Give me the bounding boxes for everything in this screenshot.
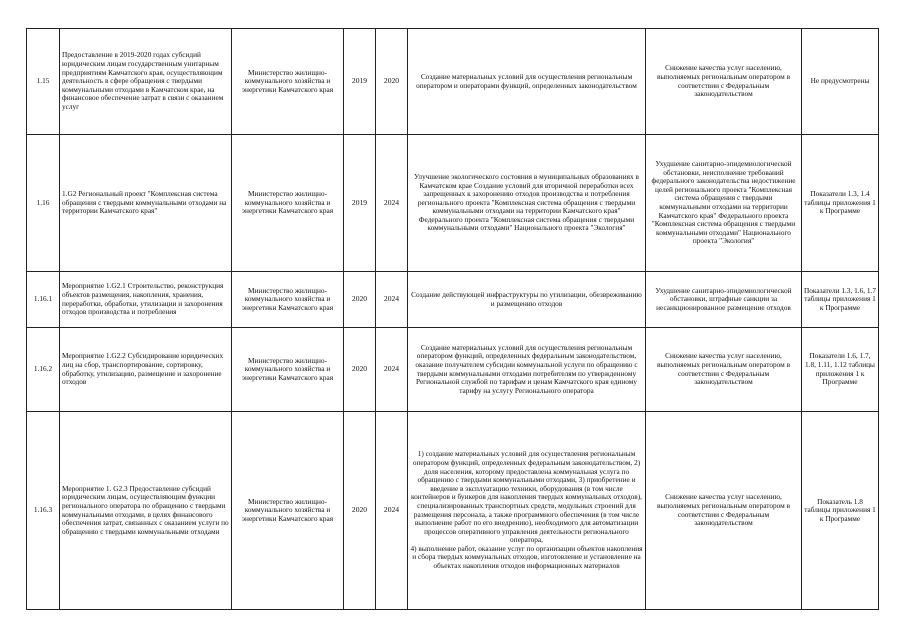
expected-result: Создание материальных условий для осуществления региональным оператором и операторами функций, определенных законодательством (408, 29, 646, 135)
table-row (27, 135, 879, 272)
measure-name: Мероприятие 1. G2.3 Предоставление субсидий юридическим лицам, осуществляющим функции регионального оператора по обращению с твердыми коммунальными отходами, в целях финансового обеспечения затрат, связанных с оказанием услуги по обращению с твердыми коммунальными отходами (60, 412, 232, 610)
row-number: 1.16 (27, 135, 60, 272)
start-year: 2020 (344, 328, 376, 412)
row-number: 1.16.3 (27, 412, 60, 610)
indicator-link: Не предусмотрены (802, 29, 879, 135)
measure-name: Мероприятие 1.G2.2 Субсидирование юридических лиц на сбор, транспортирование, сортировку, обработку, утилизацию, размещение и захоронение отходов (60, 328, 232, 412)
end-year: 2024 (376, 328, 408, 412)
responsible-executor: Министерство жилищно-коммунального хозяйства и энергетики Камчатского края (232, 29, 344, 135)
program-measures-table-sheet (26, 28, 879, 610)
row-number: 1.16.2 (27, 328, 60, 412)
start-year: 2019 (344, 29, 376, 135)
end-year: 2020 (376, 29, 408, 135)
measure-name: Предоставление в 2019-2020 годах субсидий юридическим лицам государственным унитарным предприятиям Камчатского края, осуществляющим деятельность в сфере обращения с твердыми коммунальными отходами в Камчатском крае, на финансовое обеспечение затрат в связи с оказанием услуг (60, 29, 232, 135)
indicator-link: Показатели 1.3, 1.6, 1.7 таблицы приложения 1 к Программе (802, 272, 879, 328)
start-year: 2020 (344, 272, 376, 328)
responsible-executor: Министерство жилищно-коммунального хозяйства и энергетики Камчатского края (232, 328, 344, 412)
indicator-link: Показатели 1.6, 1.7, 1.8, 1.11, 1.12 таблицы приложения 1 к Программе (802, 328, 879, 412)
table-row (27, 272, 879, 328)
indicator-link: Показатель 1.8 таблицы приложения 1 к Программе (802, 412, 879, 610)
row-number: 1.15 (27, 29, 60, 135)
responsible-executor: Министерство жилищно-коммунального хозяйства и энергетики Камчатского края (232, 135, 344, 272)
table-row (27, 412, 879, 610)
expected-result: Создание действующей инфраструктуры по утилизации, обезвреживанию и размещению отходов (408, 272, 646, 328)
end-year: 2024 (376, 135, 408, 272)
indicator-link: Показатели 1.3, 1.4 таблицы приложения 1 к Программе (802, 135, 879, 272)
expected-result: Улучшение экологического состояния в муниципальных образованиях в Камчатском крае Создание условий для вторичной переработки всех запрещенных к захоронению отходов производства и потребления регионального проекта "Комплексная система обращения с твердыми коммунальными отходами на территории Камчатского края" Федерального проекта "Комплексная система обращения с твердыми коммунальными отходами" Национального проекта "Экология" (408, 135, 646, 272)
start-year: 2020 (344, 412, 376, 610)
measure-name: Мероприятие 1.G2.1 Строительство, реконструкция объектов размещения, накопления, хранения, переработки, обработки, утилизации и захоронения отходов производства и потребления (60, 272, 232, 328)
end-year: 2024 (376, 272, 408, 328)
responsible-executor: Министерство жилищно-коммунального хозяйства и энергетики Камчатского края (232, 412, 344, 610)
start-year: 2019 (344, 135, 376, 272)
end-year: 2024 (376, 412, 408, 610)
table-row (27, 328, 879, 412)
measure-name: 1.G2 Региональный проект "Комплексная система обращения с твердыми коммунальными отходами на территории Камчатского края" (60, 135, 232, 272)
non-implementation-consequences: Снижение качества услуг населению, выполняемых региональным оператором в соответствии с Федеральным законодательством (646, 412, 802, 610)
expected-result: Создание материальных условий для осуществления региональным оператором функций, определенных федеральным законодательством, оказание получателем субсидии коммунальной услуги по обращению с твердыми коммунальными отходами потребителям по утвержденному Региональной службой по тарифам и ценам Камчатского края единому тарифу на услугу Регионального оператора (408, 328, 646, 412)
non-implementation-consequences: Снижение качества услуг населению, выполняемых региональным оператором в соответствии с Федеральным законодательством (646, 29, 802, 135)
non-implementation-consequences: Ухудшение санитарно-эпидемиологической обстановки, штрафные санкции за несанкционированное размещение отходов (646, 272, 802, 328)
non-implementation-consequences: Ухудшение санитарно-эпидемиологической обстановки, неисполнение требований федерального законодательства недостижение целей регионального проекта "Комплексная система обращения с твердыми коммунальными отходами на территории Камчатского края" Федерального проекта "Комплексная система обращения с твердыми коммунальными отходами" Национального проекта "Экология" (646, 135, 802, 272)
non-implementation-consequences: Снижение качества услуг населению, выполняемых региональным оператором в соответствии с Федеральным законодательством (646, 328, 802, 412)
expected-result: 1) создание материальных условий для осуществления региональным оператором функций, определенных федеральным законодательством, 2) доля населения, которому предоставлена коммунальная услуга по обращению с твердыми коммунальными отходами, 3) приобретение и введение в эксплуатацию техники, оборудования (в том числе контейнеров и бункеров для накопления твердых коммунальных отходов), специализированных транспортных средств, модульных строений для размещения персонала, а также программного обеспечения (в том числе выполнение работ по его внедрению), необходимого для автоматизации процессов оперативного управления деятельности регионального оператора, 4) выполнение работ, оказание услуг по организации объектов накопления и сбора твердых коммунальных отходов, изготовление и установление на объектах накопления отходов информационных материалов (408, 412, 646, 610)
program-measures-table (26, 28, 879, 610)
table-row (27, 29, 879, 135)
row-number: 1.16.1 (27, 272, 60, 328)
responsible-executor: Министерство жилищно-коммунального хозяйства и энергетики Камчатского края (232, 272, 344, 328)
